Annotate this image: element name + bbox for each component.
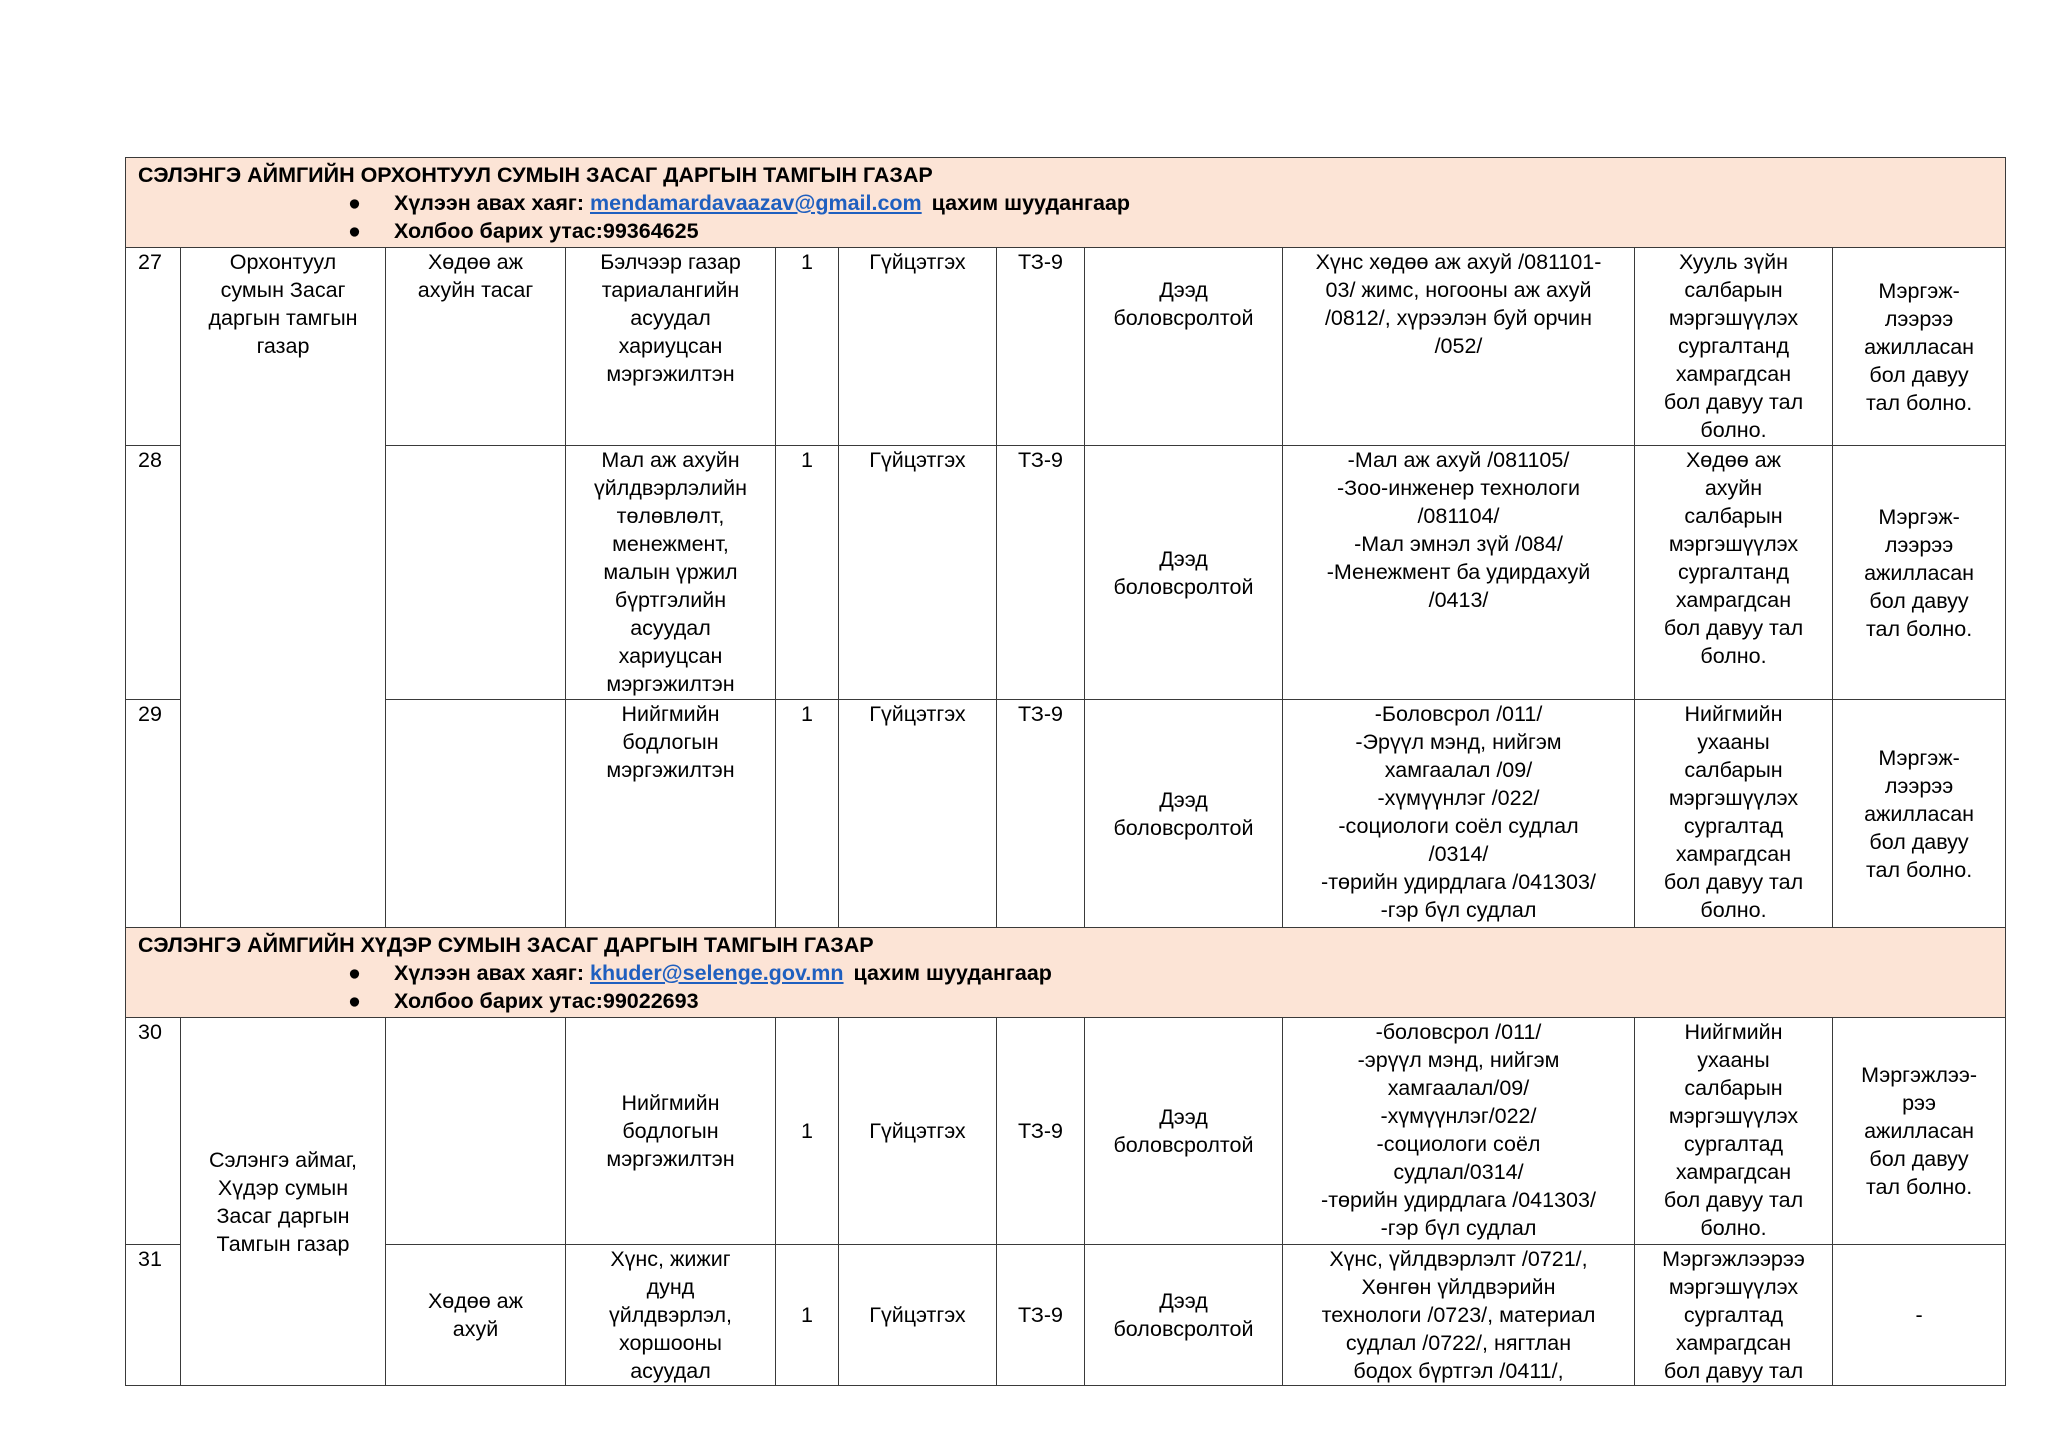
organization-cell: Сэлэнгэ аймаг, Хүдэр сумын Засаг даргын Тамгын газар — [181, 1018, 386, 1386]
specialty-cell: -Боловсрол /011/ -Эрүүл мэнд, нийгэм хамгаалал /09/ -хүмүүнлэг /022/ -социологи соёл судлал /0314/ -төрийн удирдлага /041303/ -гэр бүл судлал — [1283, 700, 1635, 928]
experience-cell: Мэргэж- лээрээ ажилласан бол давуу тал болно. — [1833, 248, 2006, 446]
grade-cell: ТЗ-9 — [997, 700, 1085, 928]
bullet-icon: ● — [348, 191, 361, 215]
table-row — [126, 700, 2006, 928]
education-cell: Дээд боловсролтой — [1085, 700, 1283, 928]
experience-cell: Мэргэж- лээрээ ажилласан бол давуу тал болно. — [1833, 700, 2006, 928]
position-cell: Хүнс, жижиг дунд үйлдвэрлэл, хоршооны асуудал — [566, 1245, 776, 1386]
table-row — [126, 1018, 2006, 1245]
count-cell: 1 — [776, 700, 839, 928]
type-cell: Гүйцэтгэх — [839, 1018, 997, 1245]
department-cell — [386, 1018, 566, 1245]
email-suffix: цахим шуудангаар — [931, 191, 1131, 215]
position-cell: Нийгмийн бодлогын мэргэжилтэн — [566, 1018, 776, 1245]
education-cell: Дээд боловсролтой — [1085, 446, 1283, 700]
department-cell: Хөдөө аж ахуй — [386, 1245, 566, 1386]
phone-line — [138, 987, 2005, 1015]
phone-line — [138, 217, 2005, 245]
position-cell: Нийгмийн бодлогын мэргэжилтэн — [566, 700, 776, 928]
type-cell: Гүйцэтгэх — [839, 248, 997, 446]
specialty-cell: Хүнс, үйлдвэрлэлт /0721/, Хөнгөн үйлдвэрийн технологи /0723/, материал судлал /0722/, нягтлан бодох бүртгэл /0411/, — [1283, 1245, 1635, 1386]
specialty-cell: Хүнс хөдөө аж ахуй /081101- 03/ жимс, ногооны аж ахуй /0812/, хүрээлэн буй орчин /052/ — [1283, 248, 1635, 446]
training-cell: Нийгмийн ухааны салбарын мэргэшүүлэх сургалтад хамрагдсан бол давуу тал болно. — [1635, 1018, 1833, 1245]
email-label: Хүлээн авах хаяг: — [394, 961, 585, 985]
count-cell: 1 — [776, 1018, 839, 1245]
grade-cell: ТЗ-9 — [997, 1018, 1085, 1245]
email-label: Хүлээн авах хаяг: — [394, 191, 585, 215]
table-row — [126, 446, 2006, 700]
count-cell: 1 — [776, 1245, 839, 1386]
type-cell: Гүйцэтгэх — [839, 1245, 997, 1386]
section-header-orkhontuul — [126, 158, 2006, 248]
bullet-icon: ● — [348, 989, 361, 1013]
specialty-cell: -Мал аж ахуй /081105/ -Зоо-инженер технологи /081104/ -Мал эмнэл зүй /084/ -Менежмент ба удирдахуй /0413/ — [1283, 446, 1635, 700]
experience-cell: Мэргэжлээ- рээ ажилласан бол давуу тал болно. — [1833, 1018, 2006, 1245]
education-cell: Дээд боловсролтой — [1085, 248, 1283, 446]
type-cell: Гүйцэтгэх — [839, 700, 997, 928]
email-link[interactable]: mendamardavaazav@gmail.com — [590, 191, 922, 215]
section-title: СЭЛЭНГЭ АЙМГИЙН ОРХОНТУУЛ СУМЫН ЗАСАГ ДАРГЫН ТАМГЫН ГАЗАР — [138, 163, 933, 187]
training-cell: Мэргэжлээрээ мэргэшүүлэх сургалтад хамрагдсан бол давуу тал — [1635, 1245, 1833, 1386]
table-row — [126, 248, 2006, 446]
education-cell: Дээд боловсролтой — [1085, 1245, 1283, 1386]
grade-cell: ТЗ-9 — [997, 248, 1085, 446]
organization-cell: Орхонтуул сумын Засаг даргын тамгын газар — [181, 248, 386, 928]
training-cell: Хөдөө аж ахуйн салбарын мэргэшүүлэх сургалтанд хамрагдсан бол давуу тал болно. — [1635, 446, 1833, 700]
department-cell — [386, 446, 566, 700]
section-header-cell — [126, 158, 2006, 248]
grade-cell: ТЗ-9 — [997, 1245, 1085, 1386]
section-header-cell — [126, 928, 2006, 1018]
education-cell: Дээд боловсролтой — [1085, 1018, 1283, 1245]
email-suffix: цахим шуудангаар — [853, 961, 1052, 985]
phone-text: Холбоо барих утас:99364625 — [394, 219, 699, 243]
count-cell: 1 — [776, 248, 839, 446]
section-title: СЭЛЭНГЭ АЙМГИЙН ХҮДЭР СУМЫН ЗАСАГ ДАРГЫН ТАМГЫН ГАЗАР — [138, 933, 874, 957]
row-number: 31 — [126, 1245, 181, 1386]
email-line — [138, 959, 2005, 987]
table-row — [126, 1245, 2006, 1386]
experience-cell: Мэргэж- лээрээ ажилласан бол давуу тал болно. — [1833, 446, 2006, 700]
training-cell: Нийгмийн ухааны салбарын мэргэшүүлэх сургалтад хамрагдсан бол давуу тал болно. — [1635, 700, 1833, 928]
department-cell — [386, 700, 566, 928]
bullet-icon: ● — [348, 219, 361, 243]
grade-cell: ТЗ-9 — [997, 446, 1085, 700]
bullet-icon: ● — [348, 961, 361, 985]
vacancy-table — [125, 157, 2006, 1386]
row-number: 28 — [126, 446, 181, 700]
row-number: 30 — [126, 1018, 181, 1245]
email-line — [138, 189, 2005, 217]
section-header-khuder — [126, 928, 2006, 1018]
training-cell: Хууль зүйн салбарын мэргэшүүлэх сургалтанд хамрагдсан бол давуу тал болно. — [1635, 248, 1833, 446]
row-number: 27 — [126, 248, 181, 446]
department-cell: Хөдөө аж ахуйн тасаг — [386, 248, 566, 446]
position-cell: Бэлчээр газар тариалангийн асуудал хариуцсан мэргэжилтэн — [566, 248, 776, 446]
phone-text: Холбоо барих утас:99022693 — [394, 989, 699, 1013]
type-cell: Гүйцэтгэх — [839, 446, 997, 700]
count-cell: 1 — [776, 446, 839, 700]
experience-cell: - — [1833, 1245, 2006, 1386]
row-number: 29 — [126, 700, 181, 928]
position-cell: Мал аж ахуйн үйлдвэрлэлийн төлөвлөлт, менежмент, малын үржил бүртгэлийн асуудал хариуцсан мэргэжилтэн — [566, 446, 776, 700]
email-link[interactable]: khuder@selenge.gov.mn — [590, 961, 844, 985]
specialty-cell: -боловсрол /011/ -эрүүл мэнд, нийгэм хамгаалал/09/ -хүмүүнлэг/022/ -социологи соёл судлал/0314/ -төрийн удирдлага /041303/ -гэр бүл судлал — [1283, 1018, 1635, 1245]
